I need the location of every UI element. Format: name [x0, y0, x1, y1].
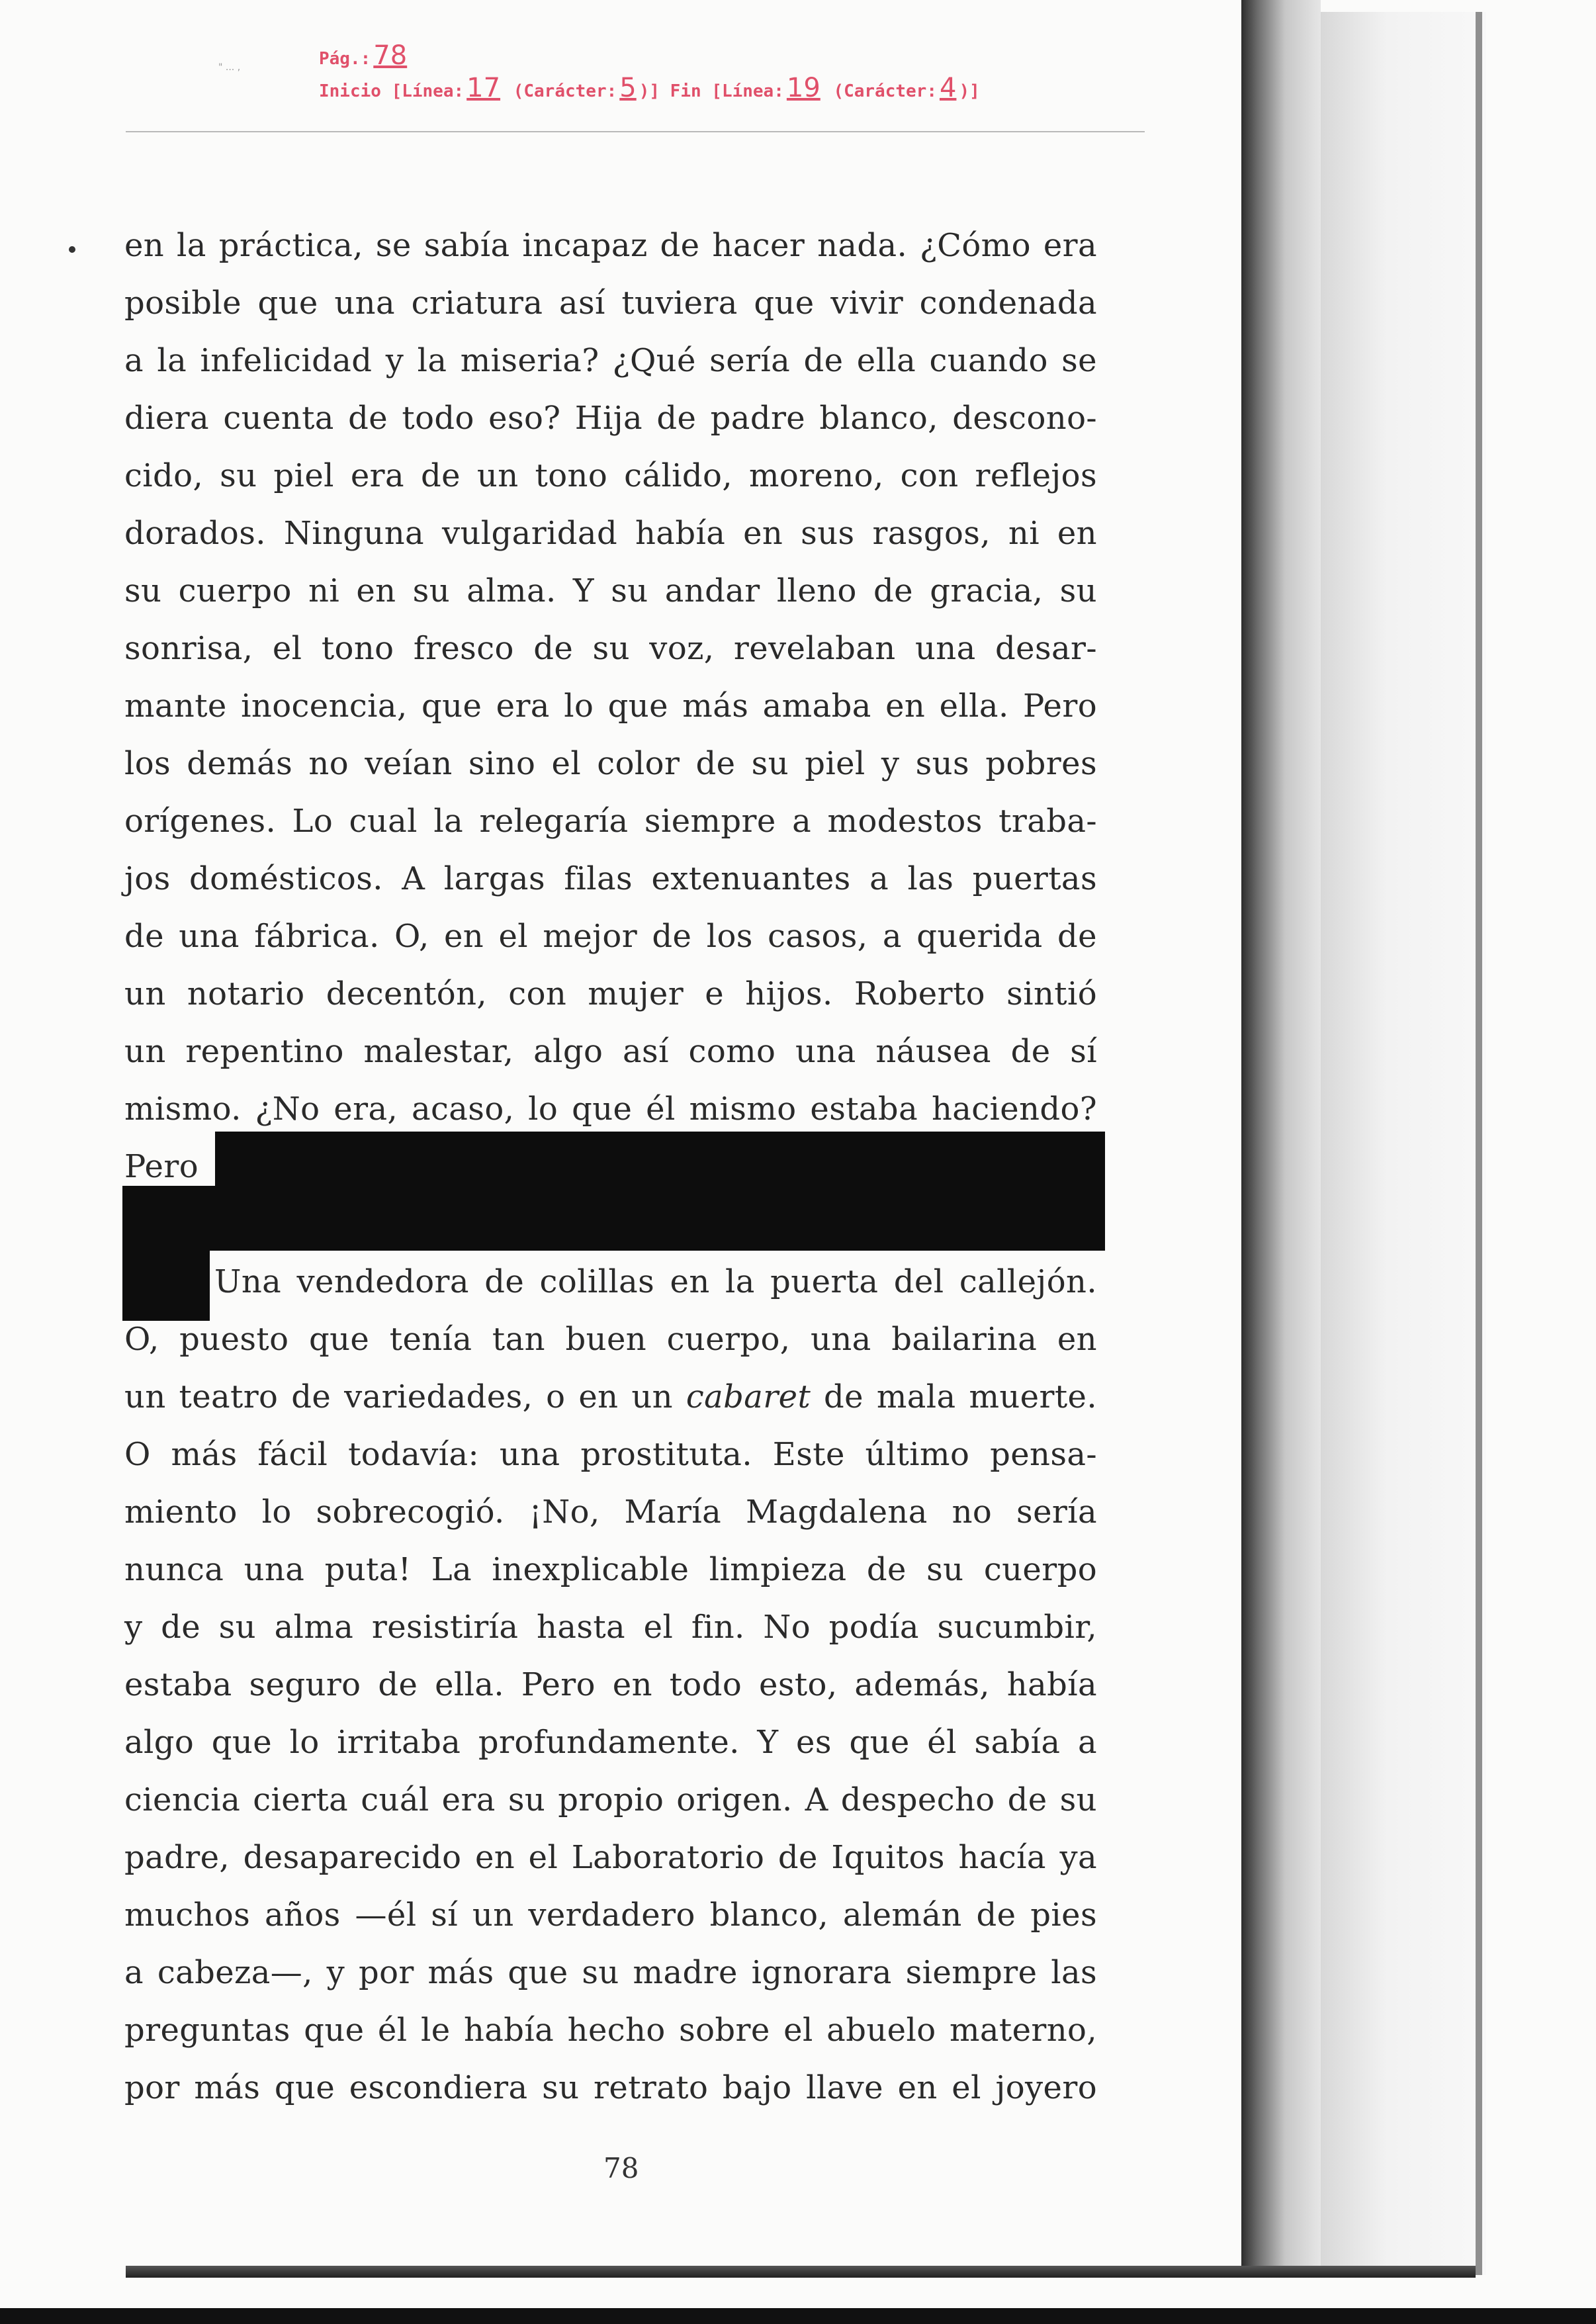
text-line: a la infelicidad y la miseria? ¿Qué sería de ella cuando se — [124, 342, 1097, 379]
margin-dot — [69, 246, 75, 253]
redaction-block — [122, 1249, 210, 1321]
inicio-linea-value: 17 — [466, 73, 501, 103]
text-line: muchos años —él sí un verdadero blanco, alemán de pies — [124, 1897, 1097, 1934]
page-edge — [1476, 12, 1482, 2275]
text-fragment: de mala muerte. — [811, 1378, 1097, 1415]
text-line: dorados. Ninguna vulgaridad había en sus rasgos, ni en — [124, 515, 1097, 552]
text-line-cabaret — [124, 1368, 1097, 1426]
text-line: padre, desaparecido en el Laboratorio de Iquitos hacía ya — [124, 1839, 1097, 1876]
text-line: mismo. ¿No era, acaso, lo que él mismo estaba haciendo? — [124, 1091, 1097, 1128]
text-line: O más fácil todavía: una prostituta. Este último pensa- — [124, 1436, 1097, 1473]
text-line: por más que escondiera su retrato bajo llave en el joyero — [124, 2069, 1097, 2106]
inicio-caracter-label: (Carácter: — [513, 81, 617, 101]
text-line: jos domésticos. A largas filas extenuantes a las puertas — [124, 860, 1097, 897]
text-line: preguntas que él le había hecho sobre el abuelo materno, — [124, 2012, 1097, 2049]
text-line: sonrisa, el tono fresco de su voz, revelaban una desar- — [124, 630, 1097, 667]
redaction-block — [215, 1132, 1105, 1186]
text-fragment: un teatro de variedades, o en un — [124, 1378, 686, 1415]
header-rule — [126, 131, 1145, 132]
text-line: a cabeza—, y por más que su madre ignorara siempre las — [124, 1954, 1097, 1991]
pero-fragment: Pero — [124, 1148, 199, 1185]
redaction-block — [122, 1186, 1105, 1251]
text-line: algo que lo irritaba profundamente. Y es que él sabía a — [124, 1724, 1097, 1761]
text-line: ciencia cierta cuál era su propio origen. A despecho de su — [124, 1781, 1097, 1818]
text-line: de una fábrica. O, en el mejor de los casos, a querida de — [124, 918, 1097, 955]
fin-label: )] Fin [Línea: — [639, 81, 784, 101]
scan-bottom-edge — [126, 2266, 1476, 2278]
text-line: un notario decentón, con mujer e hijos. Roberto sintió — [124, 975, 1097, 1012]
facing-page — [1321, 12, 1486, 2275]
stamp-close: )] — [959, 81, 980, 101]
stamp-range-row — [319, 73, 980, 106]
text-line: orígenes. Lo cual la relegaría siempre a modestos traba- — [124, 803, 1097, 840]
text-line: su cuerpo ni en su alma. Y su andar lleno de gracia, su — [124, 572, 1097, 609]
fin-caracter-value: 4 — [939, 73, 957, 103]
text-line: O, puesto que tenía tan buen cuerpo, una bailarina en — [124, 1321, 1097, 1358]
text-line: diera cuenta de todo eso? Hija de padre blanco, descono- — [124, 400, 1097, 437]
text-line: los demás no veían sino el color de su piel y sus pobres — [124, 745, 1097, 782]
page-number: 78 — [603, 2152, 639, 2184]
margin-ticks: " ... , — [218, 62, 241, 73]
text-line: nunca una puta! La inexplicable limpieza de su cuerpo — [124, 1551, 1097, 1588]
text-line: estaba seguro de ella. Pero en todo esto, además, había — [124, 1666, 1097, 1703]
text-line-after-redaction: Una vendedora de colillas en la puerta del callejón. — [214, 1263, 1097, 1300]
verification-stamp — [319, 41, 980, 106]
scanner-border — [0, 2308, 1596, 2324]
book-spine — [1241, 0, 1321, 2276]
pag-value: 78 — [373, 40, 408, 71]
inicio-caracter-value: 5 — [619, 73, 637, 103]
pag-label: Pág.: — [319, 49, 371, 69]
text-line: posible que una criatura así tuviera que vivir condenada — [124, 285, 1097, 322]
fin-linea-value: 19 — [786, 73, 820, 103]
inicio-label: Inicio [Línea: — [319, 81, 465, 101]
text-line: miento lo sobrecogió. ¡No, María Magdalena no sería — [124, 1494, 1097, 1531]
fin-caracter-label: (Carácter: — [833, 81, 937, 101]
text-line: un repentino malestar, algo así como una náusea de sí — [124, 1033, 1097, 1070]
text-line: mante inocencia, que era lo que más amaba en ella. Pero — [124, 688, 1097, 725]
italic-word: cabaret — [686, 1378, 811, 1415]
text-line: en la práctica, se sabía incapaz de hacer nada. ¿Cómo era — [124, 227, 1097, 264]
text-line: cido, su piel era de un tono cálido, moreno, con reflejos — [124, 457, 1097, 494]
text-line: y de su alma resistiría hasta el fin. No podía sucumbir, — [124, 1609, 1097, 1646]
